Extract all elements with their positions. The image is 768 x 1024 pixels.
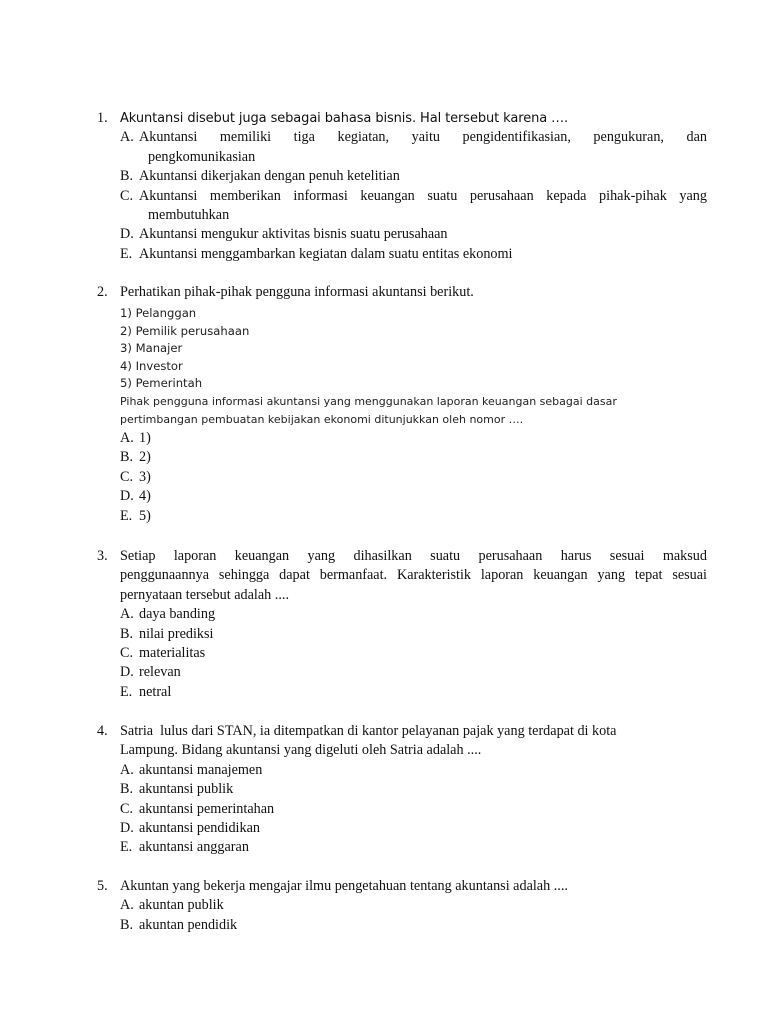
option-text: akuntansi publik bbox=[139, 781, 234, 798]
option-letter: C. bbox=[120, 187, 134, 204]
option-text: akuntansi anggaran bbox=[139, 839, 249, 856]
option-text: akuntansi pendidikan bbox=[139, 820, 260, 837]
option-letter: A. bbox=[120, 429, 134, 446]
question-number: 1. bbox=[97, 110, 108, 126]
option-letter: B. bbox=[120, 916, 134, 933]
question-3 bbox=[97, 547, 707, 702]
option-letter: B. bbox=[120, 168, 134, 185]
note-line: pertimbangan pembuatan kebijakan ekonomi ditunjukkan oleh nomor …. bbox=[120, 412, 524, 426]
question-number: 5. bbox=[97, 878, 108, 894]
option-letter: C. bbox=[120, 468, 134, 485]
option-letter: E. bbox=[120, 839, 133, 856]
question-note bbox=[120, 393, 707, 429]
option-letter: E. bbox=[120, 683, 133, 700]
list-item: 1) Pelanggan bbox=[120, 306, 197, 321]
option-letter: D. bbox=[120, 226, 134, 243]
option-c bbox=[120, 800, 707, 819]
question-number: 3. bbox=[97, 548, 108, 564]
option-b bbox=[120, 448, 707, 467]
option-letter: A. bbox=[120, 761, 134, 778]
option-text: 1) bbox=[139, 429, 151, 446]
option-text: materialitas bbox=[139, 645, 206, 662]
list-item: 5) Pemerintah bbox=[120, 376, 203, 391]
option-c bbox=[120, 468, 707, 487]
option-letter: A. bbox=[120, 129, 134, 146]
note-line: Pihak pengguna informasi akuntansi yang menggunakan laporan keuangan sebagai dasar bbox=[120, 394, 617, 408]
list-item: 2) Pemilik perusahaan bbox=[120, 323, 250, 338]
option-d bbox=[120, 487, 707, 506]
option-a bbox=[120, 761, 707, 780]
option-text: akuntan pendidik bbox=[139, 916, 238, 933]
option-letter: D. bbox=[120, 488, 134, 505]
option-b bbox=[120, 167, 707, 186]
stem-line: Setiap laporan keuangan yang dihasilkan suatu perusahaan harus sesuai maksud bbox=[120, 548, 707, 564]
question-number: 2. bbox=[97, 284, 108, 300]
option-d bbox=[120, 663, 707, 682]
option-letter: B. bbox=[120, 449, 134, 466]
option-text: 5) bbox=[139, 507, 151, 524]
list-item: 3) Manajer bbox=[120, 341, 183, 356]
option-text: netral bbox=[139, 683, 172, 700]
question-2 bbox=[97, 283, 707, 526]
option-text: daya banding bbox=[139, 606, 216, 623]
option-text: akuntansi pemerintahan bbox=[139, 800, 275, 817]
option-letter: C. bbox=[120, 645, 134, 662]
option-text: Akuntansi memberikan informasi keuangan suatu perusahaan kepada pihak-pihak yang bbox=[139, 187, 707, 204]
option-text: 3) bbox=[139, 468, 151, 485]
option-d bbox=[120, 225, 707, 244]
question-4 bbox=[97, 722, 707, 858]
question-stem: Perhatikan pihak-pihak pengguna informasi akuntansi berikut. bbox=[120, 284, 474, 300]
option-text: Akuntansi memiliki tiga kegiatan, yaitu pengidentifikasian, pengukuran, dan bbox=[139, 129, 707, 146]
option-text-continued: pengkomunikasian bbox=[148, 148, 256, 165]
option-letter: A. bbox=[120, 897, 134, 914]
option-text: nilai prediksi bbox=[139, 625, 214, 642]
option-letter: D. bbox=[120, 664, 134, 681]
option-text: Akuntansi dikerjakan dengan penuh ketelitian bbox=[139, 168, 400, 185]
option-text-continued: membutuhkan bbox=[148, 207, 230, 224]
option-b bbox=[120, 625, 707, 644]
option-a bbox=[120, 429, 707, 448]
option-text: relevan bbox=[139, 664, 181, 681]
option-e bbox=[120, 507, 707, 526]
stem-line: penggunaannya sehingga dapat bermanfaat. Karakteristik laporan keuangan yang tepat sesuai bbox=[120, 567, 707, 584]
option-letter: D. bbox=[120, 820, 134, 837]
question-stem: Akuntansi disebut juga sebagai bahasa bisnis. Hal tersebut karena …. bbox=[120, 111, 569, 126]
option-a bbox=[120, 128, 707, 167]
option-letter: A. bbox=[120, 606, 134, 623]
option-c bbox=[120, 187, 707, 226]
option-a bbox=[120, 896, 707, 915]
option-letter: B. bbox=[120, 625, 134, 642]
option-text: 4) bbox=[139, 488, 151, 505]
option-b bbox=[120, 916, 707, 935]
list-item: 4) Investor bbox=[120, 358, 183, 373]
option-letter: E. bbox=[120, 507, 133, 524]
option-c bbox=[120, 644, 707, 663]
option-e bbox=[120, 683, 707, 702]
option-letter: B. bbox=[120, 781, 134, 798]
stem-line: Lampung. Bidang akuntansi yang digeluti oleh Satria adalah .... bbox=[120, 742, 482, 759]
option-b bbox=[120, 780, 707, 799]
user-list bbox=[120, 305, 707, 393]
question-5 bbox=[97, 877, 707, 935]
option-e bbox=[120, 245, 707, 264]
option-text: akuntansi manajemen bbox=[139, 761, 263, 778]
option-letter: E. bbox=[120, 245, 133, 262]
question-number: 4. bbox=[97, 723, 108, 739]
option-text: akuntan publik bbox=[139, 897, 224, 914]
option-d bbox=[120, 819, 707, 838]
option-text: 2) bbox=[139, 449, 151, 466]
question-1 bbox=[97, 109, 707, 264]
option-letter: C. bbox=[120, 800, 134, 817]
stem-line: pernyataan tersebut adalah .... bbox=[120, 586, 289, 603]
option-text: Akuntansi menggambarkan kegiatan dalam suatu entitas ekonomi bbox=[139, 245, 513, 262]
option-a bbox=[120, 605, 707, 624]
stem-line: Satria lulus dari STAN, ia ditempatkan di kantor pelayanan pajak yang terdapat di kota bbox=[120, 723, 617, 739]
option-e bbox=[120, 838, 707, 857]
question-stem: Akuntan yang bekerja mengajar ilmu pengetahuan tentang akuntansi adalah .... bbox=[120, 878, 568, 894]
option-text: Akuntansi mengukur aktivitas bisnis suatu perusahaan bbox=[139, 226, 448, 243]
